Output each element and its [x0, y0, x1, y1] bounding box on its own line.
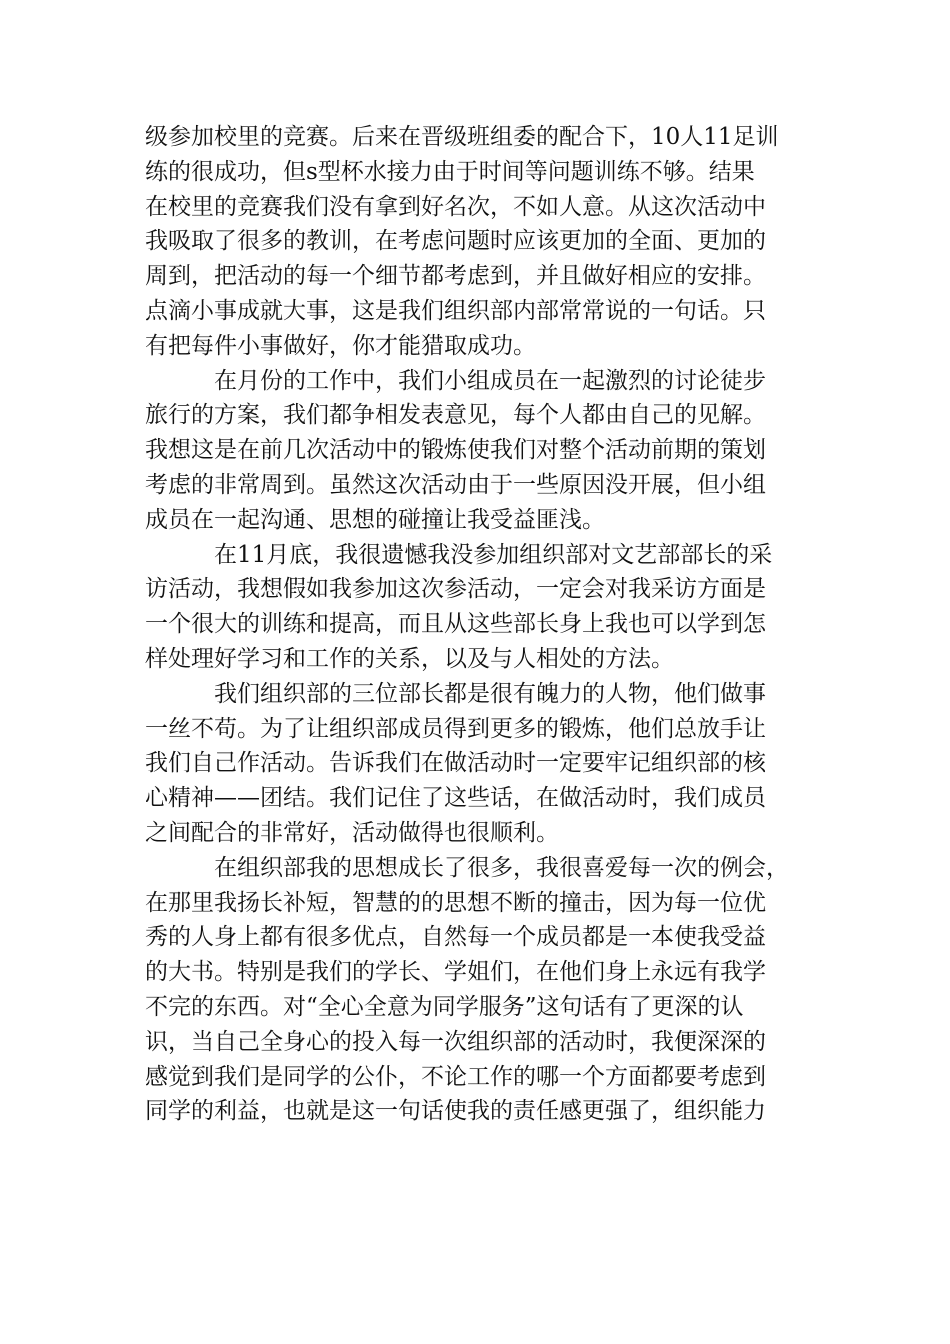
text-line: 在那里我扬长补短，智慧的的思想不断的撞击，因为每一位优 [145, 889, 766, 916]
paragraph-first-line: 在11月底，我很遗憾我没参加组织部对文艺部部长的采 [214, 541, 773, 568]
text-line: 成员在一起沟通、思想的碰撞让我受益匪浅。 [145, 506, 605, 533]
paragraph-first-line: 在组织部我的思想成长了很多，我很喜爱每一次的例会， [214, 854, 789, 881]
text-line: 有把每件小事做好，你才能猎取成功。 [145, 332, 536, 359]
text-line: 点滴小事成就大事，这是我们组织部内部常常说的一句话。只 [145, 297, 766, 324]
paragraph-first-line: 我们组织部的三位部长都是很有魄力的人物，他们做事 [214, 680, 766, 707]
document-body [145, 120, 810, 1129]
text-line: 练的很成功，但s型杯水接力由于时间等问题训练不够。结果 [145, 158, 755, 185]
text-line: 秀的人身上都有很多优点，自然每一个成员都是一本使我受益 [145, 924, 766, 951]
text-line: 同学的利益，也就是这一句话使我的责任感更强了，组织能力 [145, 1098, 766, 1125]
text-line: 样处理好学习和工作的关系，以及与人相处的方法。 [145, 645, 674, 672]
text-line: 不完的东西。对“全心全意为同学服务”这句话有了更深的认 [145, 993, 744, 1020]
text-line: 访活动，我想假如我参加这次参活动，一定会对我采访方面是 [145, 576, 766, 603]
text-line: 一个很大的训练和提高，而且从这些部长身上我也可以学到怎 [145, 611, 766, 638]
text-line: 一丝不苟。为了让组织部成员得到更多的锻炼，他们总放手让 [145, 715, 766, 742]
text-line: 识，当自己全身心的投入每一次组织部的活动时，我便深深的 [145, 1028, 766, 1055]
text-line: 级参加校里的竞赛。后来在晋级班组委的配合下，10人11足训 [145, 124, 779, 150]
text-line: 之间配合的非常好，活动做得也很顺利。 [145, 819, 559, 846]
text-line: 考虑的非常周到。虽然这次活动由于一些原因没开展，但小组 [145, 471, 766, 498]
text-line: 我想这是在前几次活动中的锻炼使我们对整个活动前期的策划 [145, 437, 766, 464]
text-line: 周到，把活动的每一个细节都考虑到，并且做好相应的安排。 [145, 263, 766, 290]
text-line: 旅行的方案，我们都争相发表意见，每个人都由自己的见解。 [145, 402, 766, 429]
text-line: 心精神——团结。我们记住了这些话，在做活动时，我们成员 [145, 785, 766, 812]
text-line: 的大书。特别是我们的学长、学姐们，在他们身上永远有我学 [145, 959, 766, 986]
text-line: 感觉到我们是同学的公仆，不论工作的哪一个方面都要考虑到 [145, 1063, 766, 1090]
text-line: 在校里的竞赛我们没有拿到好名次，不如人意。从这次活动中 [145, 193, 766, 220]
paragraph-first-line: 在月份的工作中，我们小组成员在一起激烈的讨论徒步 [214, 367, 766, 394]
text-line: 我们自己作活动。告诉我们在做活动时一定要牢记组织部的核 [145, 750, 766, 777]
text-line: 我吸取了很多的教训，在考虑问题时应该更加的全面、更加的 [145, 228, 766, 255]
